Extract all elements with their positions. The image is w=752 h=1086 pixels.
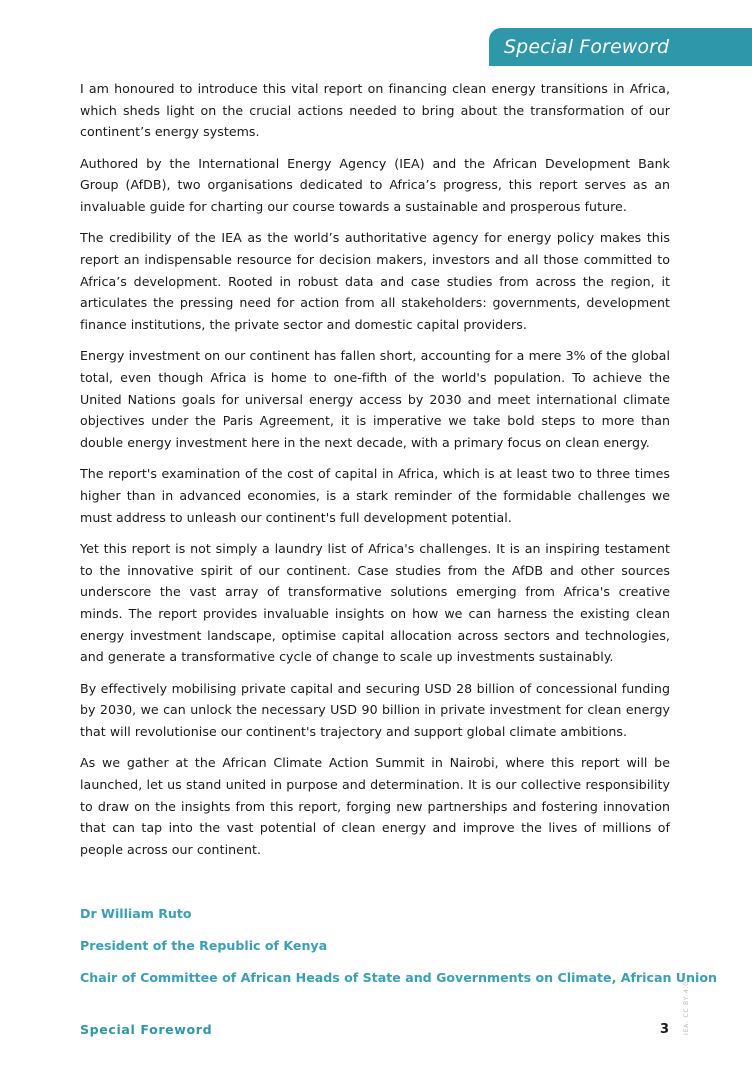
signatory-role: Chair of Committee of African Heads of State and Governments on Climate, African Union [80,970,717,985]
paragraph-7: By effectively mobilising private capital and securing USD 28 billion of concessional funding by 2030, we can unlock the necessary USD 90 billion in private investment for clean energy that will revolutionise our continent's trajectory and support global climate ambitions. [80,680,670,739]
section-title: Special Foreword [504,36,670,58]
paragraph-8: As we gather at the African Climate Action Summit in Nairobi, where this report will be launched, let us stand united in purpose and determination. It is our collective responsibility to draw on the insights from this report, forging new partnerships and fostering innovation that can tap into the vast potential of clean energy and improve the lives of millions of people across our continent. [80,755,670,857]
section-header-tab [489,28,752,66]
footer-section-label: Special Foreword [80,1022,213,1037]
foreword-body [80,78,670,870]
paragraph-1: I am honoured to introduce this vital report on financing clean energy transitions in Africa, which sheds light on the crucial actions needed to bring about the transformation of our continent’s energy systems. [80,81,670,140]
paragraph-5: The report's examination of the cost of capital in Africa, which is at least two to three times higher than in advanced economies, is a stark reminder of the formidable challenges we must address to unleash our continent's full development potential. [80,466,670,525]
paragraph-2: Authored by the International Energy Agency (IEA) and the African Development Bank Group (AfDB), two organisations dedicated to Africa’s progress, this report serves as an invaluable guide for charting our course towards a sustainable and prosperous future. [80,155,670,215]
signature-block [80,904,717,1000]
paragraph-3: The credibility of the IEA as the world’s authoritative agency for energy policy makes this report an indispensable resource for decision makers, investors and all those committed to Africa’s development. Rooted in robust data and case studies from across the region, it articulates the pressing need for action from all stakeholders: governments, development finance institutions, the private sector and domestic capital providers. [80,230,670,333]
paragraph-6: Yet this report is not simply a laundry list of Africa's challenges. It is an inspiring testament to the innovative spirit of our continent. Case studies from the AfDB and other sources underscore the vast array of transformative solutions emerging from Africa's creative minds. The report provides invaluable insights on how we can harness the existing clean energy investment landscape, optimise capital allocation across sectors and technologies, and generate a transformative cycle of change to scale up investments sustainably. [80,540,670,665]
paragraph-4: Energy investment on our continent has fallen short, accounting for a mere 3% of the global total, even though Africa is home to one-fifth of the world's population. To achieve the United Nations goals for universal energy access by 2030 and meet international climate objectives under the Paris Agreement, it is imperative we take bold steps to more than double energy investment here in the next decade, with a primary focus on clean energy. [80,348,670,451]
signatory-name: Dr William Ruto [80,906,192,921]
license-notice: IEA. CC BY 4.0. [683,978,690,1035]
signatory-title: President of the Republic of Kenya [80,938,328,953]
page-number: 3 [660,1022,670,1037]
